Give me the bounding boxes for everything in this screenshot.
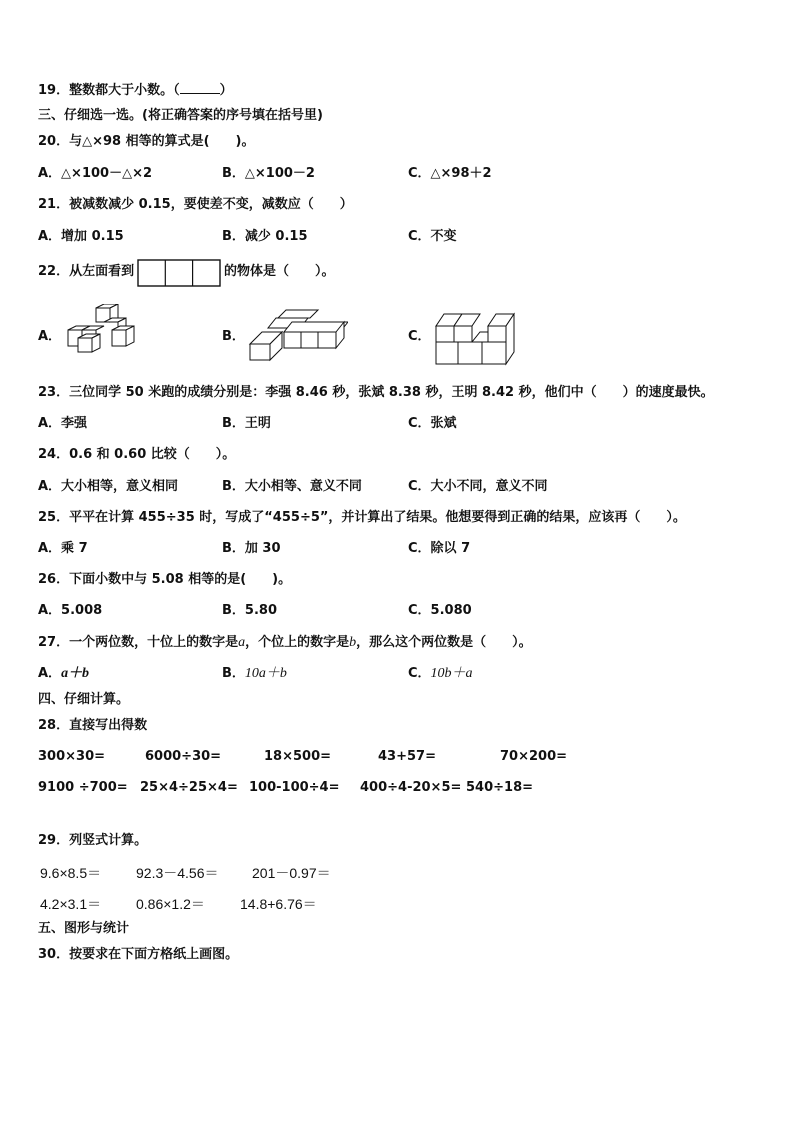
- question-23: [38, 384, 714, 402]
- question-text: 与△×98 相等的算式是( )。: [69, 134, 255, 149]
- option-c[interactable]: C．除以 7: [408, 541, 471, 556]
- option-a[interactable]: A．大小相等，意义相同: [38, 479, 179, 494]
- variable-b: b: [349, 635, 357, 650]
- question-text: ，个位上的数字是: [245, 635, 350, 650]
- option-value: 10a＋b: [244, 666, 287, 681]
- question-20: [38, 133, 254, 151]
- calc-item: 70×200=: [500, 749, 568, 764]
- option-c-label[interactable]: C．: [408, 329, 431, 344]
- question-29: [38, 832, 147, 850]
- question-21: [38, 196, 353, 214]
- question-text: 平平在计算 455÷35 时，写成了“455÷5”，并计算出了结果。他想要得到正确的结果，应该再（ ）。: [69, 510, 686, 525]
- option-b[interactable]: B．5.80: [222, 603, 277, 618]
- calc-item: 9100 ÷700=: [38, 780, 128, 795]
- question-text: 整数都大于小数。（: [69, 83, 180, 98]
- calc-item: 18×500=: [264, 749, 332, 764]
- question-text: 下面小数中与 5.08 相等的是( )。: [69, 572, 292, 587]
- vertical-calc-item: 4.2×3.1＝: [40, 896, 102, 912]
- option-c[interactable]: C．△×98＋2: [408, 166, 492, 181]
- vertical-calc-item: 0.86×1.2＝: [136, 896, 205, 912]
- question-number: 25．: [38, 510, 70, 525]
- option-label: B．: [222, 666, 245, 681]
- option-label: A．: [38, 666, 62, 681]
- option-a[interactable]: A．增加 0.15: [38, 229, 124, 244]
- option-value: a＋b: [61, 666, 90, 681]
- vertical-calc-item: 9.6×8.5＝: [40, 865, 102, 881]
- question-number: 21．: [38, 197, 70, 212]
- option-c[interactable]: [408, 665, 473, 683]
- question-text: 一个两位数，十位上的数字是: [69, 635, 239, 650]
- option-label: C．: [408, 666, 431, 681]
- calc-item: 100-100÷4=: [249, 780, 340, 795]
- question-text: 0.6 和 0.60 比较（ ）。: [69, 447, 236, 462]
- section-title-4: 四、仔细计算。: [38, 692, 130, 707]
- calc-item: 300×30=: [38, 749, 106, 764]
- option-b[interactable]: B．加 30: [222, 541, 281, 556]
- question-30: [38, 946, 238, 964]
- question-number: 29．: [38, 833, 70, 848]
- question-19: [38, 81, 233, 100]
- option-a[interactable]: A．李强: [38, 416, 88, 431]
- vertical-calc-item: 201－0.97＝: [252, 865, 331, 881]
- option-a[interactable]: A．△×100－△×2: [38, 166, 153, 181]
- calc-item: 400÷4-20×5=: [360, 780, 462, 795]
- question-number: 30．: [38, 947, 70, 962]
- question-text: 按要求在下面方格纸上画图。: [69, 947, 239, 962]
- question-number: 28．: [38, 718, 70, 733]
- question-number: 20．: [38, 134, 70, 149]
- variable-a: a: [238, 635, 246, 650]
- question-text: 直接写出得数: [69, 718, 148, 733]
- cube-figure-b[interactable]: [248, 306, 348, 362]
- question-25: [38, 509, 686, 527]
- calc-item: 6000÷30=: [145, 749, 222, 764]
- option-a[interactable]: [38, 665, 89, 683]
- question-text: 从左面看到: [69, 264, 135, 279]
- option-b-label[interactable]: B．: [222, 329, 245, 344]
- option-c[interactable]: C．张斌: [408, 416, 457, 431]
- vertical-calc-item: 14.8+6.76＝: [240, 896, 317, 912]
- option-b[interactable]: B．大小相等、意义不同: [222, 479, 362, 494]
- section-title-5: 五、图形与统计: [38, 921, 130, 936]
- option-a-label[interactable]: A．: [38, 329, 62, 344]
- vertical-calc-item: 92.3－4.56＝: [136, 865, 219, 881]
- section-title-3: 三、仔细选一选。(将正确答案的序号填在括号里): [38, 108, 323, 123]
- option-b[interactable]: B．△×100－2: [222, 166, 315, 181]
- question-text: ，那么这个两位数是（ ）。: [356, 635, 532, 650]
- answer-blank[interactable]: [180, 81, 220, 94]
- calc-item: 25×4÷25×4=: [140, 780, 238, 795]
- question-27: [38, 634, 532, 652]
- question-number: 26．: [38, 572, 70, 587]
- question-number: 23．: [38, 385, 70, 400]
- calc-item: 43+57=: [378, 749, 436, 764]
- question-26: [38, 571, 291, 589]
- question-number: 22．: [38, 264, 70, 279]
- option-b[interactable]: B．王明: [222, 416, 271, 431]
- option-c[interactable]: C．大小不同，意义不同: [408, 479, 548, 494]
- option-a[interactable]: A．5.008: [38, 603, 103, 618]
- left-view-three-squares-figure: [137, 259, 221, 287]
- question-text: 被减数减少 0.15，要使差不变，减数应（ ）: [69, 197, 353, 212]
- question-24: [38, 446, 235, 464]
- cube-figure-a[interactable]: [62, 304, 146, 356]
- question-number: 24．: [38, 447, 70, 462]
- option-b[interactable]: [222, 665, 287, 683]
- option-a[interactable]: A．乘 7: [38, 541, 88, 556]
- question-text-close: ）: [219, 83, 233, 98]
- question-text: 三位同学 50 米跑的成绩分别是：李强 8.46 秒，张斌 8.38 秒，王明 8.42 秒，他们中（ ）的速度最快。: [69, 385, 714, 400]
- question-number: 19．: [38, 83, 70, 98]
- option-c[interactable]: C．5.080: [408, 603, 472, 618]
- question-22-tail: 的物体是（ ）。: [224, 264, 335, 279]
- question-text: 列竖式计算。: [69, 833, 148, 848]
- cube-figure-c[interactable]: [432, 312, 528, 366]
- question-28: [38, 717, 147, 735]
- option-value: 10b＋a: [430, 666, 473, 681]
- question-number: 27．: [38, 635, 70, 650]
- question-22: [38, 263, 134, 281]
- option-b[interactable]: B．减少 0.15: [222, 229, 308, 244]
- calc-item: 540÷18=: [466, 780, 534, 795]
- option-c[interactable]: C．不变: [408, 229, 457, 244]
